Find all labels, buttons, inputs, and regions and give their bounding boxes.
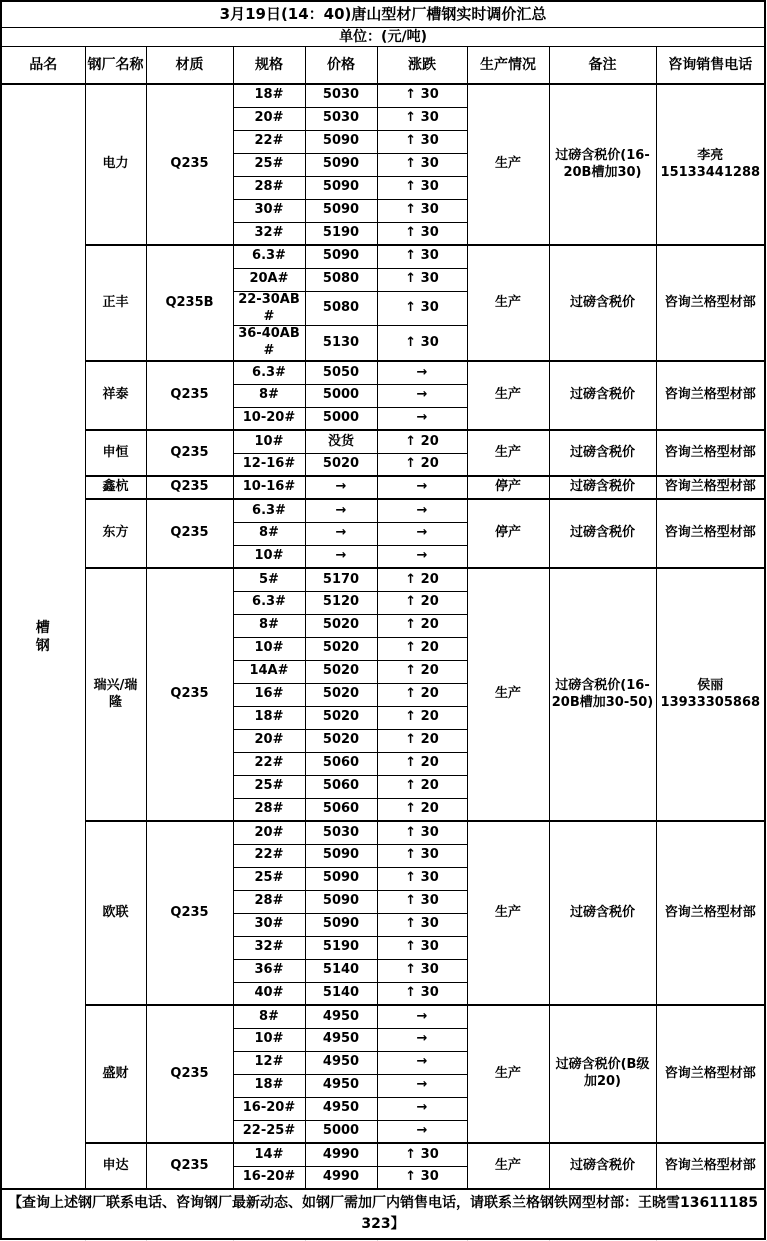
change-cell: ↑ 20 (377, 453, 467, 476)
contact-line: 咨询兰格型材部 (664, 387, 756, 403)
price-cell: 没货 (305, 430, 377, 453)
footer-row (1, 1189, 765, 1239)
price-cell: 5000 (305, 384, 377, 407)
spec-cell: 6.3# (233, 591, 305, 614)
change-cell: → (377, 522, 467, 545)
spec-cell: 8# (233, 614, 305, 637)
change-cell: ↑ 20 (377, 430, 467, 453)
price-cell: 5090 (305, 844, 377, 867)
change-cell: → (377, 545, 467, 568)
material-cell: Q235 (146, 430, 233, 476)
price-cell: 5120 (305, 591, 377, 614)
change-cell: → (377, 1028, 467, 1051)
spec-cell: 6.3# (233, 361, 305, 384)
change-cell: → (377, 499, 467, 522)
price-cell: → (305, 522, 377, 545)
mill-cell: 电力 (85, 84, 146, 245)
spec-cell: 36# (233, 959, 305, 982)
mill-cell: 瑞兴/瑞隆 (85, 568, 146, 821)
price-cell: 5130 (305, 326, 377, 361)
spec-cell: 6.3# (233, 245, 305, 268)
spec-cell: 25# (233, 867, 305, 890)
spec-cell: 18# (233, 706, 305, 729)
contact-line: 13933305868 (660, 694, 761, 710)
price-cell: 5020 (305, 683, 377, 706)
change-cell: ↑ 20 (377, 591, 467, 614)
price-cell: 5190 (305, 936, 377, 959)
contact-line: 李亮 (697, 147, 724, 163)
mill-cell: 欧联 (85, 821, 146, 1005)
spec-cell: 10# (233, 637, 305, 660)
spec-cell: 28# (233, 890, 305, 913)
change-cell: → (377, 361, 467, 384)
change-cell: ↑ 20 (377, 729, 467, 752)
spec-cell: 22# (233, 752, 305, 775)
price-cell: 5080 (305, 291, 377, 326)
change-cell: ↑ 30 (377, 326, 467, 361)
spec-cell: 36-40AB# (233, 326, 305, 361)
price-cell: 5000 (305, 407, 377, 430)
contact-cell (656, 245, 765, 361)
change-cell: ↑ 30 (377, 844, 467, 867)
price-cell: 5020 (305, 706, 377, 729)
unit-label: 单位：(元/吨) (1, 28, 765, 47)
spec-row (1, 84, 765, 107)
price-cell: 5190 (305, 222, 377, 245)
price-cell: 5090 (305, 890, 377, 913)
remark-cell: 过磅含税价(16-20B槽加30-50) (549, 568, 656, 821)
contact-line: 咨询兰格型材部 (664, 1157, 756, 1173)
spec-cell: 20# (233, 107, 305, 130)
status-cell: 生产 (467, 821, 549, 1005)
spec-cell: 30# (233, 913, 305, 936)
change-cell: ↑ 20 (377, 660, 467, 683)
change-cell: ↑ 30 (377, 153, 467, 176)
mill-cell: 申恒 (85, 430, 146, 476)
spec-row (1, 361, 765, 384)
contact-cell (656, 499, 765, 568)
status-cell: 停产 (467, 476, 549, 499)
change-cell: → (377, 407, 467, 430)
spec-cell: 10# (233, 430, 305, 453)
spec-cell: 10-16# (233, 476, 305, 499)
price-cell: → (305, 476, 377, 499)
change-cell: → (377, 1051, 467, 1074)
contact-line: 咨询兰格型材部 (664, 904, 756, 920)
spec-cell: 10# (233, 1028, 305, 1051)
price-cell: 5030 (305, 107, 377, 130)
status-cell: 生产 (467, 1143, 549, 1189)
spec-cell: 16-20# (233, 1166, 305, 1189)
remark-cell: 过磅含税价 (549, 245, 656, 361)
price-cell: 4950 (305, 1005, 377, 1028)
spec-row (1, 1143, 765, 1166)
change-cell: ↑ 30 (377, 84, 467, 107)
price-cell: 5140 (305, 982, 377, 1005)
col-header-spec: 规格 (233, 47, 305, 85)
change-cell: ↑ 30 (377, 867, 467, 890)
change-cell: ↑ 30 (377, 821, 467, 844)
spec-cell: 22-25# (233, 1120, 305, 1143)
spec-cell: 20A# (233, 268, 305, 291)
change-cell: ↑ 30 (377, 936, 467, 959)
change-cell: → (377, 1005, 467, 1028)
change-cell: ↑ 30 (377, 982, 467, 1005)
price-cell: 5090 (305, 130, 377, 153)
change-cell: ↑ 20 (377, 637, 467, 660)
title-row (1, 1, 765, 28)
spec-cell: 30# (233, 199, 305, 222)
remark-cell: 过磅含税价 (549, 821, 656, 1005)
spec-cell: 12# (233, 1051, 305, 1074)
price-cell: 5020 (305, 637, 377, 660)
price-cell: 5060 (305, 775, 377, 798)
spec-cell: 8# (233, 522, 305, 545)
mill-cell: 鑫杭 (85, 476, 146, 499)
remark-cell: 过磅含税价(B级加20) (549, 1005, 656, 1143)
mill-cell: 申达 (85, 1143, 146, 1189)
material-cell: Q235 (146, 499, 233, 568)
spec-row (1, 476, 765, 499)
col-header-price: 价格 (305, 47, 377, 85)
spec-row (1, 1005, 765, 1028)
remark-cell: 过磅含税价 (549, 476, 656, 499)
price-cell: 5060 (305, 798, 377, 821)
product-cell (1, 84, 85, 1189)
spec-row (1, 245, 765, 268)
col-header-product: 品名 (1, 47, 85, 85)
price-cell: 5090 (305, 245, 377, 268)
contact-cell (656, 821, 765, 1005)
material-cell: Q235 (146, 361, 233, 430)
spec-row (1, 499, 765, 522)
contact-line: 咨询兰格型材部 (664, 479, 756, 495)
mill-cell: 盛财 (85, 1005, 146, 1143)
spec-cell: 20# (233, 729, 305, 752)
page-title: 3月19日(14：40)唐山型材厂槽钢实时调价汇总 (1, 1, 765, 28)
material-cell: Q235 (146, 821, 233, 1005)
remark-cell: 过磅含税价 (549, 361, 656, 430)
change-cell: ↑ 30 (377, 1143, 467, 1166)
price-cell: → (305, 545, 377, 568)
spec-cell: 32# (233, 936, 305, 959)
spec-cell: 28# (233, 176, 305, 199)
spec-cell: 6.3# (233, 499, 305, 522)
price-cell: 5090 (305, 153, 377, 176)
change-cell: ↑ 20 (377, 752, 467, 775)
contact-cell (656, 430, 765, 476)
product-name: 槽 钢 (35, 619, 51, 654)
spec-cell: 25# (233, 153, 305, 176)
mill-cell: 正丰 (85, 245, 146, 361)
price-cell: 5020 (305, 614, 377, 637)
spec-cell: 25# (233, 775, 305, 798)
price-cell: 5020 (305, 729, 377, 752)
change-cell: ↑ 30 (377, 222, 467, 245)
price-cell: 4950 (305, 1074, 377, 1097)
spec-cell: 20# (233, 821, 305, 844)
col-header-mill: 钢厂名称 (85, 47, 146, 85)
spec-cell: 16# (233, 683, 305, 706)
change-cell: ↑ 30 (377, 1166, 467, 1189)
spec-cell: 14A# (233, 660, 305, 683)
material-cell: Q235 (146, 476, 233, 499)
contact-line: 咨询兰格型材部 (664, 444, 756, 460)
spec-cell: 14# (233, 1143, 305, 1166)
spec-row (1, 430, 765, 453)
col-header-change: 涨跌 (377, 47, 467, 85)
spec-cell: 18# (233, 84, 305, 107)
spec-cell: 28# (233, 798, 305, 821)
contact-line: 侯丽 (697, 677, 724, 693)
change-cell: ↑ 30 (377, 130, 467, 153)
change-cell: ↑ 20 (377, 775, 467, 798)
spec-cell: 18# (233, 1074, 305, 1097)
col-header-phone: 咨询销售电话 (656, 47, 765, 85)
remark-cell: 过磅含税价 (549, 1143, 656, 1189)
change-cell: ↑ 20 (377, 614, 467, 637)
unit-row (1, 28, 765, 47)
price-cell: 4990 (305, 1166, 377, 1189)
contact-line: 咨询兰格型材部 (664, 1065, 756, 1081)
contact-cell (656, 84, 765, 245)
price-cell: 5170 (305, 568, 377, 591)
col-header-remark: 备注 (549, 47, 656, 85)
price-cell: 4990 (305, 1143, 377, 1166)
price-cell: 5140 (305, 959, 377, 982)
col-header-status: 生产情况 (467, 47, 549, 85)
spec-row (1, 568, 765, 591)
remark-cell: 过磅含税价 (549, 430, 656, 476)
change-cell: → (377, 384, 467, 407)
material-cell: Q235 (146, 568, 233, 821)
status-cell: 生产 (467, 568, 549, 821)
price-cell: 5030 (305, 821, 377, 844)
change-cell: → (377, 1074, 467, 1097)
column-header-row (1, 47, 765, 85)
price-cell: 5050 (305, 361, 377, 384)
contact-cell (656, 1005, 765, 1143)
spec-cell: 12-16# (233, 453, 305, 476)
price-cell: 5090 (305, 199, 377, 222)
change-cell: ↑ 20 (377, 706, 467, 729)
spec-cell: 10-20# (233, 407, 305, 430)
change-cell: ↑ 30 (377, 176, 467, 199)
change-cell: → (377, 1120, 467, 1143)
status-cell: 生产 (467, 1005, 549, 1143)
col-header-material: 材质 (146, 47, 233, 85)
change-cell: ↑ 20 (377, 568, 467, 591)
mill-cell: 东方 (85, 499, 146, 568)
spec-cell: 22# (233, 844, 305, 867)
change-cell: ↑ 30 (377, 268, 467, 291)
change-cell: → (377, 1097, 467, 1120)
remark-cell: 过磅含税价 (549, 499, 656, 568)
price-cell: 4950 (305, 1051, 377, 1074)
change-cell: ↑ 30 (377, 291, 467, 326)
mill-cell: 祥泰 (85, 361, 146, 430)
price-cell: 5030 (305, 84, 377, 107)
material-cell: Q235B (146, 245, 233, 361)
change-cell: ↑ 20 (377, 798, 467, 821)
price-cell: 5020 (305, 453, 377, 476)
contact-cell (656, 361, 765, 430)
change-cell: ↑ 30 (377, 890, 467, 913)
status-cell: 停产 (467, 499, 549, 568)
price-cell: 5000 (305, 1120, 377, 1143)
spec-row (1, 821, 765, 844)
spec-cell: 8# (233, 384, 305, 407)
contact-cell (656, 568, 765, 821)
remark-cell: 过磅含税价(16-20B槽加30) (549, 84, 656, 245)
spec-cell: 10# (233, 545, 305, 568)
change-cell: ↑ 30 (377, 959, 467, 982)
change-cell: → (377, 476, 467, 499)
material-cell: Q235 (146, 1143, 233, 1189)
contact-cell (656, 476, 765, 499)
change-cell: ↑ 20 (377, 683, 467, 706)
price-cell: 4950 (305, 1097, 377, 1120)
change-cell: ↑ 30 (377, 199, 467, 222)
spec-cell: 32# (233, 222, 305, 245)
change-cell: ↑ 30 (377, 913, 467, 936)
price-cell: 5020 (305, 660, 377, 683)
status-cell: 生产 (467, 245, 549, 361)
price-cell: 4950 (305, 1028, 377, 1051)
footer-note: 【查询上述钢厂联系电话、咨询钢厂最新动态、如钢厂需加厂内销售电话，请联系兰格钢铁网型材部：王晓雪13611185323】 (1, 1189, 765, 1239)
price-cell: 5090 (305, 176, 377, 199)
price-cell: 5060 (305, 752, 377, 775)
contact-line: 咨询兰格型材部 (664, 525, 756, 541)
contact-line: 咨询兰格型材部 (664, 294, 756, 310)
status-cell: 生产 (467, 84, 549, 245)
price-cell: 5080 (305, 268, 377, 291)
spec-cell: 5# (233, 568, 305, 591)
change-cell: ↑ 30 (377, 245, 467, 268)
contact-line: 15133441288 (660, 164, 761, 180)
price-cell: 5090 (305, 867, 377, 890)
change-cell: ↑ 30 (377, 107, 467, 130)
price-cell: 5090 (305, 913, 377, 936)
material-cell: Q235 (146, 84, 233, 245)
contact-cell (656, 1143, 765, 1189)
spec-cell: 16-20# (233, 1097, 305, 1120)
price-cell: → (305, 499, 377, 522)
status-cell: 生产 (467, 361, 549, 430)
spec-cell: 22# (233, 130, 305, 153)
material-cell: Q235 (146, 1005, 233, 1143)
spec-cell: 22-30AB# (233, 291, 305, 326)
status-cell: 生产 (467, 430, 549, 476)
spec-cell: 8# (233, 1005, 305, 1028)
spec-cell: 40# (233, 982, 305, 1005)
